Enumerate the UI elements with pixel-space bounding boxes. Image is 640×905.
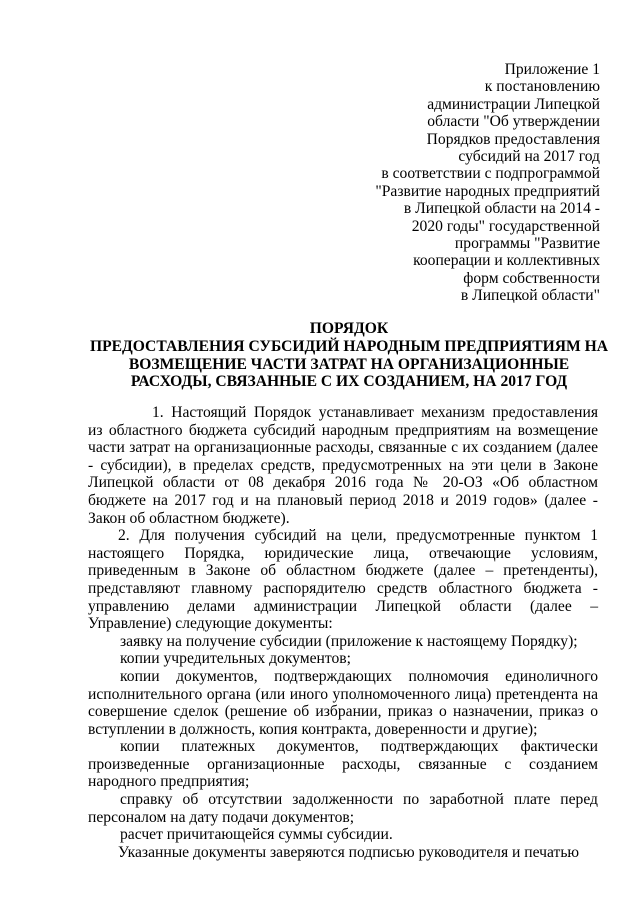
appendix-line: кооперации и коллективных <box>413 252 600 270</box>
title-line: ПОРЯДОК <box>309 320 389 337</box>
appendix-line: "Развитие народных предприятий <box>375 182 600 200</box>
appendix-line: администрации Липецкой <box>427 95 600 113</box>
document-body <box>88 404 598 861</box>
appendix-line: в соответствии с подпрограммой <box>381 165 600 183</box>
document-title <box>88 320 610 391</box>
document-list-item: копии документов, подтверждающих полномочия единоличного исполнительного органа (или иного уполномоченного лица) претендента на совершение сделок (решение об избрании, приказ о назначении, приказ о вступлении в должность, копия контракта, доверенности и другие); <box>88 667 598 738</box>
appendix-line: 2020 годы" государственной <box>411 217 600 235</box>
appendix-line: программы "Развитие <box>454 235 600 253</box>
appendix-line: форм собственности <box>463 269 600 287</box>
appendix-line: Порядков предоставления <box>426 130 600 148</box>
document-list-item: справку об отсутствии задолженности по заработной плате перед персоналом на дату подачи документов; <box>88 791 598 826</box>
paragraph-2: 2. Для получения субсидий на цели, предусмотренные пунктом 1 настоящего Порядка, юридические лица, отвечающие условиям, приведенным в Законе об областном бюджете (далее – претенденты), представляют главному распорядителю средств областного бюджета - управлению делами администрации Липецкой области (далее – Управление) следующие документы: <box>88 527 598 633</box>
paragraph-continuation: Указанные документы заверяются подписью руководителя и печатью <box>118 843 580 861</box>
appendix-header <box>340 61 600 305</box>
document-list-item: расчет причитающейся суммы субсидии. <box>120 826 393 844</box>
appendix-line: к постановлению <box>484 78 600 96</box>
appendix-line: области "Об утверждении <box>427 113 600 131</box>
document-list-item: заявку на получение субсидии (приложение к настоящему Порядку); <box>120 632 578 650</box>
title-line: ВОЗМЕЩЕНИЕ ЧАСТИ ЗАТРАТ НА ОРГАНИЗАЦИОННЫЕ <box>128 355 570 373</box>
document-list-item: копии платежных документов, подтверждающих фактически произведенные организационные расходы, связанные с созданием народного предприятия; <box>88 738 598 791</box>
title-line: РАСХОДЫ, СВЯЗАННЫЕ С ИХ СОЗДАНИЕМ, НА 2017 ГОД <box>130 373 568 391</box>
document-list-item: копии учредительных документов; <box>120 650 352 668</box>
appendix-line: в Липецкой области" <box>460 287 600 305</box>
appendix-line: в Липецкой области на 2014 - <box>403 200 600 218</box>
title-line: ПРЕДОСТАВЛЕНИЯ СУБСИДИЙ НАРОДНЫМ ПРЕДПРИЯТИЯМ НА <box>89 337 609 355</box>
appendix-line: Приложение 1 <box>504 61 600 78</box>
appendix-line: субсидий на 2017 год <box>458 148 600 166</box>
paragraph-1: 1. Настоящий Порядок устанавливает механизм предоставления из областного бюджета субсидий народным предприятиям на возмещение части затрат на организационные расходы, связанные с их созданием (далее - субсидии), в пределах средств, предусмотренных на эти цели в Законе Липецкой области от 08 декабря 2016 года № 20-ОЗ «Об областном бюджете на 2017 год и на плановый период 2018 и 2019 годов» (далее - Закон об областном бюджете). <box>88 404 598 527</box>
